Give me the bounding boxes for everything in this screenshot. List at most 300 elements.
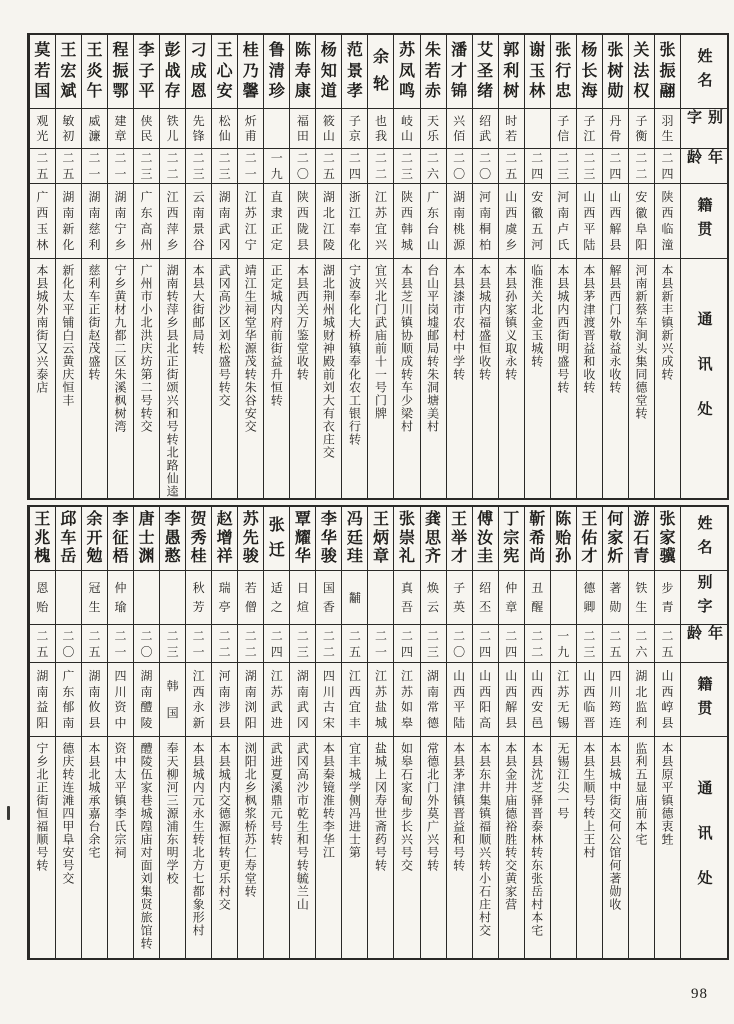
person-name: 龚 思 齐 [421,507,446,571]
person-address: 本县城内西街明盛号转 [555,264,570,394]
person-column [263,35,289,498]
person-native-place: 湖 南 醴 陵 [134,663,159,737]
person-address: 本县大街邮局转 [191,264,206,355]
header-native: 籍贯 [681,663,727,737]
person-address: 本县秦镜淮转李华江 [321,742,336,859]
person-age: 二 五 [342,625,367,663]
person-address: 盐城上冈寿世斋药号转 [373,742,388,872]
person-name: 王 佑 才 [577,507,602,571]
person-address: 临淮关北金玉城转 [529,264,544,368]
person-address: 宜兴北门武庙前十一号门牌 [373,264,388,420]
person-courtesy-name: 步 青 [655,571,680,625]
person-address: 正定城内府前街益升恒转 [269,264,284,407]
person-address: 河南新蔡车涧头集同德堂转 [633,264,648,420]
person-column [315,35,341,498]
person-courtesy-name: 铁 生 [629,571,654,625]
person-courtesy-name [56,571,81,625]
person-column [472,507,498,958]
person-age: 二 三 [421,625,446,663]
person-native-place: 广 东 高 州 [134,184,159,259]
person-name: 鲁 清 珍 [264,35,289,109]
person-name: 莫 若 国 [30,35,55,109]
person-column [289,507,315,958]
person-native-place: 陕 西 韩 城 [394,184,419,259]
person-age: 二 〇 [290,149,315,184]
person-address: 本县原平镇德衷甡 [660,742,674,846]
header-age: 年龄 [681,149,727,184]
person-address: 湖北荆州城财神殿前刘大有衣庄交 [321,264,336,459]
person-courtesy-name: 也 我 [368,109,393,149]
person-age: 二 三 [212,149,237,184]
person-native-place: 安 徽 阜 阳 [629,184,654,259]
page-number: 98 [691,986,708,1002]
person-age: 二 三 [551,149,576,184]
person-courtesy-name: 威 濂 [82,109,107,149]
person-age: 二 五 [56,149,81,184]
person-courtesy-name: 建 章 [108,109,133,149]
person-age: 二 一 [368,625,393,663]
person-name: 贺 秀 桂 [186,507,211,571]
person-column [367,507,393,958]
person-column [654,35,680,498]
person-courtesy-name: 筱 山 [316,109,341,149]
person-name: 谢 玉 林 [525,35,550,109]
person-courtesy-name: 仲 瑜 [108,571,133,625]
person-name: 桂 乃 馨 [238,35,263,109]
person-address: 醴陵伍家巷城隍庙对面刘集贤旅馆转 [139,742,154,950]
person-address: 本县城内福盛恒收转 [477,264,492,381]
person-courtesy-name: 子 京 [342,109,367,149]
person-age: 二 一 [108,149,133,184]
person-native-place: 山 西 平 陆 [447,663,472,737]
person-address: 武进夏溪鼎元号转 [269,742,284,846]
person-courtesy-name: 侠 民 [134,109,159,149]
roster-table-top [27,33,729,500]
person-column [315,507,341,958]
person-address: 本县北城承嘉台余宅 [86,742,101,859]
person-name: 彭 战 存 [160,35,185,109]
person-native-place: 江 苏 盐 城 [368,663,393,737]
person-courtesy-name: 真 吾 [394,571,419,625]
roster-table-bottom [27,505,729,960]
person-name: 王 炎 午 [82,35,107,109]
person-name: 王 心 安 [212,35,237,109]
person-column [107,35,133,498]
person-courtesy-name: 日 煊 [290,571,315,625]
person-column [550,35,576,498]
person-age: 二 〇 [447,149,472,184]
person-native-place: 浙 江 奉 化 [342,184,367,259]
person-age: 二 四 [473,625,498,663]
person-courtesy-name: 丑 醒 [525,571,550,625]
person-column [576,35,602,498]
person-courtesy-name: 丹 骨 [603,109,628,149]
person-address: 无锡江尖一号 [555,742,570,820]
person-address: 本县漆市农村中学转 [451,264,466,381]
person-native-place: 韩 国 [160,663,185,737]
person-courtesy-name: 福 田 [290,109,315,149]
person-name: 张 迁 [264,507,289,571]
person-column [289,35,315,498]
person-name: 陈 贻 孙 [551,507,576,571]
person-age: 二 一 [108,625,133,663]
person-courtesy-name: 秋 芳 [186,571,211,625]
person-courtesy-name: 兴 佰 [447,109,472,149]
person-name: 王 炳 章 [368,507,393,571]
person-courtesy-name: 德 卿 [577,571,602,625]
person-courtesy-name: 绍 丕 [473,571,498,625]
person-address: 武冈高沙区刘松盛号转交 [217,264,232,407]
person-native-place: 江 西 永 新 [186,663,211,737]
person-courtesy-name: 子 信 [551,109,576,149]
header-zi: 别字 [681,571,727,625]
person-age: 二 〇 [473,149,498,184]
person-address: 监利五显庙前本宅 [633,742,648,846]
person-native-place: 湖 南 新 化 [56,184,81,259]
person-native-place: 四 川 资 中 [108,663,133,737]
person-column [628,507,654,958]
person-native-place: 江 西 萍 乡 [160,184,185,259]
person-courtesy-name: 岐 山 [394,109,419,149]
person-native-place: 广 东 台 山 [421,184,446,259]
person-column [393,35,419,498]
person-address: 本县西关万鉴堂收转 [295,264,310,381]
person-address: 本县城内交德源恒转更乐村交 [217,742,232,911]
person-column [420,507,446,958]
person-native-place: 四 川 古 宋 [316,663,341,737]
person-native-place: 河 南 卢 氏 [551,184,576,259]
person-age: 二 四 [655,149,680,184]
person-native-place: 湖 南 宁 乡 [108,184,133,259]
scan-artifact [7,806,10,820]
person-address: 德庆转连滩四甲阜安号交 [60,742,75,885]
person-name: 张 振 翮 [655,35,680,109]
header-age: 年龄 [681,625,727,663]
person-courtesy-name: 敏 初 [56,109,81,149]
person-native-place: 江 苏 如 皋 [394,663,419,737]
person-age: 二 五 [603,625,628,663]
person-column [602,507,628,958]
person-age: 二 四 [264,625,289,663]
person-column [498,507,524,958]
person-native-place: 江 苏 宜 兴 [368,184,393,259]
person-column [472,35,498,498]
person-native-place: 湖 南 攸 县 [82,663,107,737]
person-address: 本县城内元永生转北方七都象形村 [191,742,206,937]
person-age: 二 五 [82,625,107,663]
person-name: 何 家 炘 [603,507,628,571]
header-native: 籍贯 [681,184,727,259]
person-native-place: 河 南 桐 柏 [473,184,498,259]
person-column [29,507,55,958]
person-address: 本县新丰镇新兴成转 [660,264,674,381]
person-address: 本县沈芝驿晋泰林转东张岳村本宅 [529,742,544,937]
person-courtesy-name [134,571,159,625]
person-address: 本县生顺号转上王村 [581,742,596,859]
person-age: 二 二 [629,149,654,184]
person-native-place: 湖 南 常 德 [421,663,446,737]
person-age: 二 二 [368,149,393,184]
person-column [446,507,472,958]
person-address: 慈利车正街赵茂盛转 [86,264,101,381]
person-age: 二 一 [186,625,211,663]
person-age: 一 九 [264,149,289,184]
person-name: 游 石 青 [629,507,654,571]
person-age: 二 三 [290,625,315,663]
person-column [263,507,289,958]
person-native-place: 河 南 涉 县 [212,663,237,737]
table-bottom-header-column [680,507,727,958]
person-courtesy-name: 炘 甫 [238,109,263,149]
person-name: 朱 若 赤 [421,35,446,109]
person-address: 奉天柳河三源浦东明学校 [165,742,180,885]
person-age: 二 三 [394,149,419,184]
person-address: 本县东井集镇福顺兴转小石庄村交 [477,742,492,937]
header-name: 姓名 [681,507,727,571]
person-age: 二 〇 [447,625,472,663]
person-age: 二 六 [421,149,446,184]
person-native-place: 广 东 郁 南 [56,663,81,737]
person-name: 邱 车 岳 [56,507,81,571]
person-courtesy-name: 适 之 [264,571,289,625]
person-name: 余 轮 [368,35,393,109]
person-column [341,507,367,958]
person-column [524,35,550,498]
person-native-place: 云 南 景 谷 [186,184,211,259]
person-name: 苏 凤 鸣 [394,35,419,109]
person-column [393,507,419,958]
person-name: 余 开 勉 [82,507,107,571]
person-address: 宁乡黄材九都二区朱溪枫树湾 [113,264,128,433]
person-native-place: 江 苏 江 宁 [238,184,263,259]
person-name: 覃 耀 华 [290,507,315,571]
person-native-place: 安 徽 五 河 [525,184,550,259]
person-native-place: 山 西 阳 高 [473,663,498,737]
person-age: 二 五 [30,625,55,663]
person-name: 刁 成 恩 [186,35,211,109]
person-address: 本县孙家镇义取永转 [503,264,518,381]
person-column [107,507,133,958]
person-courtesy-name: 子 江 [577,109,602,149]
person-name: 李 愚 憨 [160,507,185,571]
person-courtesy-name: 焕 云 [421,571,446,625]
person-age: 二 三 [134,149,159,184]
person-column [55,35,81,498]
person-column [133,35,159,498]
person-name: 李 征 梧 [108,507,133,571]
person-age: 二 三 [577,625,602,663]
person-address: 本县茅津渡晋益和收转 [581,264,596,394]
person-name: 苏 先 骏 [238,507,263,571]
person-courtesy-name [551,571,576,625]
person-age: 二 三 [577,149,602,184]
person-courtesy-name: 若 僧 [238,571,263,625]
person-age: 二 三 [186,149,211,184]
person-address: 本县芝川镇协顺成转车少梁村 [399,264,414,433]
person-address: 本县茅津镇晋益和号转 [451,742,466,872]
person-address: 宁乡北正街恒福顺号转 [34,742,49,872]
person-column [55,507,81,958]
person-name: 赵 增 祥 [212,507,237,571]
person-column [654,507,680,958]
person-age: 二 五 [316,149,341,184]
person-column [498,35,524,498]
table-top-header-column [680,35,727,498]
person-native-place: 山 西 崞 县 [655,663,680,737]
person-name: 丁 宗 宪 [499,507,524,571]
person-courtesy-name: 观 光 [30,109,55,149]
person-address: 广州市小北洪庆坊第二号转交 [139,264,154,433]
person-courtesy-name: 松 仙 [212,109,237,149]
person-age: 二 四 [394,625,419,663]
person-column [133,507,159,958]
person-name: 张 家 骥 [655,507,680,571]
person-age: 二 一 [82,149,107,184]
person-column [420,35,446,498]
person-native-place: 陕 西 临 潼 [655,184,680,259]
person-age: 一 九 [551,625,576,663]
person-address: 台山平岗墟邮局转朱洞塘美村 [425,264,440,433]
person-name: 王 举 才 [447,507,472,571]
person-name: 张 树 勋 [603,35,628,109]
person-name: 程 振 鄂 [108,35,133,109]
person-age: 二 四 [499,625,524,663]
person-name: 张 行 忠 [551,35,576,109]
person-native-place: 江 苏 武 进 [264,663,289,737]
person-age: 二 五 [30,149,55,184]
person-courtesy-name: 时 若 [499,109,524,149]
person-courtesy-name: 著 勋 [603,571,628,625]
person-name: 傅 汝 圭 [473,507,498,571]
person-name: 李 子 平 [134,35,159,109]
person-column [81,507,107,958]
person-courtesy-name: 子 英 [447,571,472,625]
person-column [524,507,550,958]
person-native-place: 山 西 临 晋 [577,663,602,737]
person-column [602,35,628,498]
person-courtesy-name [160,571,185,625]
person-address: 常德北门外莫广兴号转 [425,742,440,872]
person-native-place: 山 西 解 县 [603,184,628,259]
person-age: 二 三 [160,625,185,663]
person-native-place: 广 西 玉 林 [30,184,55,259]
person-age: 二 二 [238,625,263,663]
person-age: 二 一 [238,149,263,184]
person-age: 二 四 [342,149,367,184]
person-address: 宜丰城学侧冯进士第 [347,742,362,859]
person-age: 二 四 [603,149,628,184]
person-courtesy-name: 国 香 [316,571,341,625]
person-column [576,507,602,958]
person-courtesy-name: 绍 武 [473,109,498,149]
person-courtesy-name [264,109,289,149]
person-column [29,35,55,498]
header-name: 姓名 [681,35,727,109]
person-name: 范 景 孝 [342,35,367,109]
person-native-place: 四 川 筠 连 [603,663,628,737]
person-column [550,507,576,958]
person-name: 艾 圣 绪 [473,35,498,109]
person-courtesy-name: 铁 儿 [160,109,185,149]
person-native-place: 湖 北 监 利 [629,663,654,737]
person-address: 本县金井庙德裕胜转交黄家营 [503,742,518,911]
person-address: 如皋石家甸步长兴号交 [399,742,414,872]
person-column [211,35,237,498]
person-address: 浏阳北乡枫浆桥苏仁寿堂转 [243,742,258,898]
person-address: 靖江生祠堂华源茂转朱谷安交 [243,264,258,433]
person-courtesy-name: 冠 生 [82,571,107,625]
person-name: 陈 寿 康 [290,35,315,109]
person-courtesy-name: 恩 贻 [30,571,55,625]
person-column [159,507,185,958]
person-address: 武冈高沙市乾生和号转毓兰山 [295,742,310,911]
person-age: 二 六 [629,625,654,663]
header-address: 通讯处 [695,311,712,446]
person-native-place: 江 苏 无 锡 [551,663,576,737]
header-zi: 别字 [681,109,727,149]
person-column [81,35,107,498]
person-address: 资中太平镇李氏宗祠 [113,742,128,859]
person-name: 李 华 骏 [316,507,341,571]
person-native-place: 湖 南 浏 阳 [238,663,263,737]
person-column [159,35,185,498]
person-courtesy-name [368,571,393,625]
person-address: 宁波奉化大桥镇奉化农工银行转 [347,264,362,446]
person-courtesy-name: 先 锋 [186,109,211,149]
person-age: 二 〇 [134,625,159,663]
person-courtesy-name: 瑞 亭 [212,571,237,625]
person-native-place: 湖 南 慈 利 [82,184,107,259]
person-age: 二 五 [655,625,680,663]
person-age: 二 二 [160,149,185,184]
person-name: 冯 廷 珪 [342,507,367,571]
person-address: 解县西门外敬益永收转 [607,264,622,394]
person-column [628,35,654,498]
person-age: 二 五 [499,149,524,184]
person-column [237,35,263,498]
person-address: 本县城外南街又兴泰店 [34,264,49,394]
person-name: 杨 知 道 [316,35,341,109]
person-column [211,507,237,958]
person-address: 湖南转萍乡县北正街颂兴和号转北路仙逵 [165,264,180,498]
person-age: 二 二 [212,625,237,663]
person-native-place: 山 西 解 县 [499,663,524,737]
person-column [185,507,211,958]
person-name: 张 崇 礼 [394,507,419,571]
person-native-place: 湖 南 桃 源 [447,184,472,259]
person-native-place: 湖 南 武 冈 [212,184,237,259]
person-name: 靳 希 尚 [525,507,550,571]
person-name: 唐 士 渊 [134,507,159,571]
person-age: 二 二 [525,625,550,663]
person-native-place: 湖 北 江 陵 [316,184,341,259]
person-name: 王 宏 斌 [56,35,81,109]
person-name: 关 法 权 [629,35,654,109]
person-column [237,507,263,958]
person-native-place: 山 西 虞 乡 [499,184,524,259]
person-native-place: 直 隶 正 定 [264,184,289,259]
person-courtesy-name: 仲 章 [499,571,524,625]
person-column [185,35,211,498]
person-native-place: 湖 南 益 阳 [30,663,55,737]
person-column [446,35,472,498]
person-age: 二 〇 [56,625,81,663]
person-courtesy-name: 黼 [342,571,367,625]
person-name: 杨 长 海 [577,35,602,109]
person-column [367,35,393,498]
person-age: 二 二 [316,625,341,663]
person-courtesy-name: 子 衡 [629,109,654,149]
